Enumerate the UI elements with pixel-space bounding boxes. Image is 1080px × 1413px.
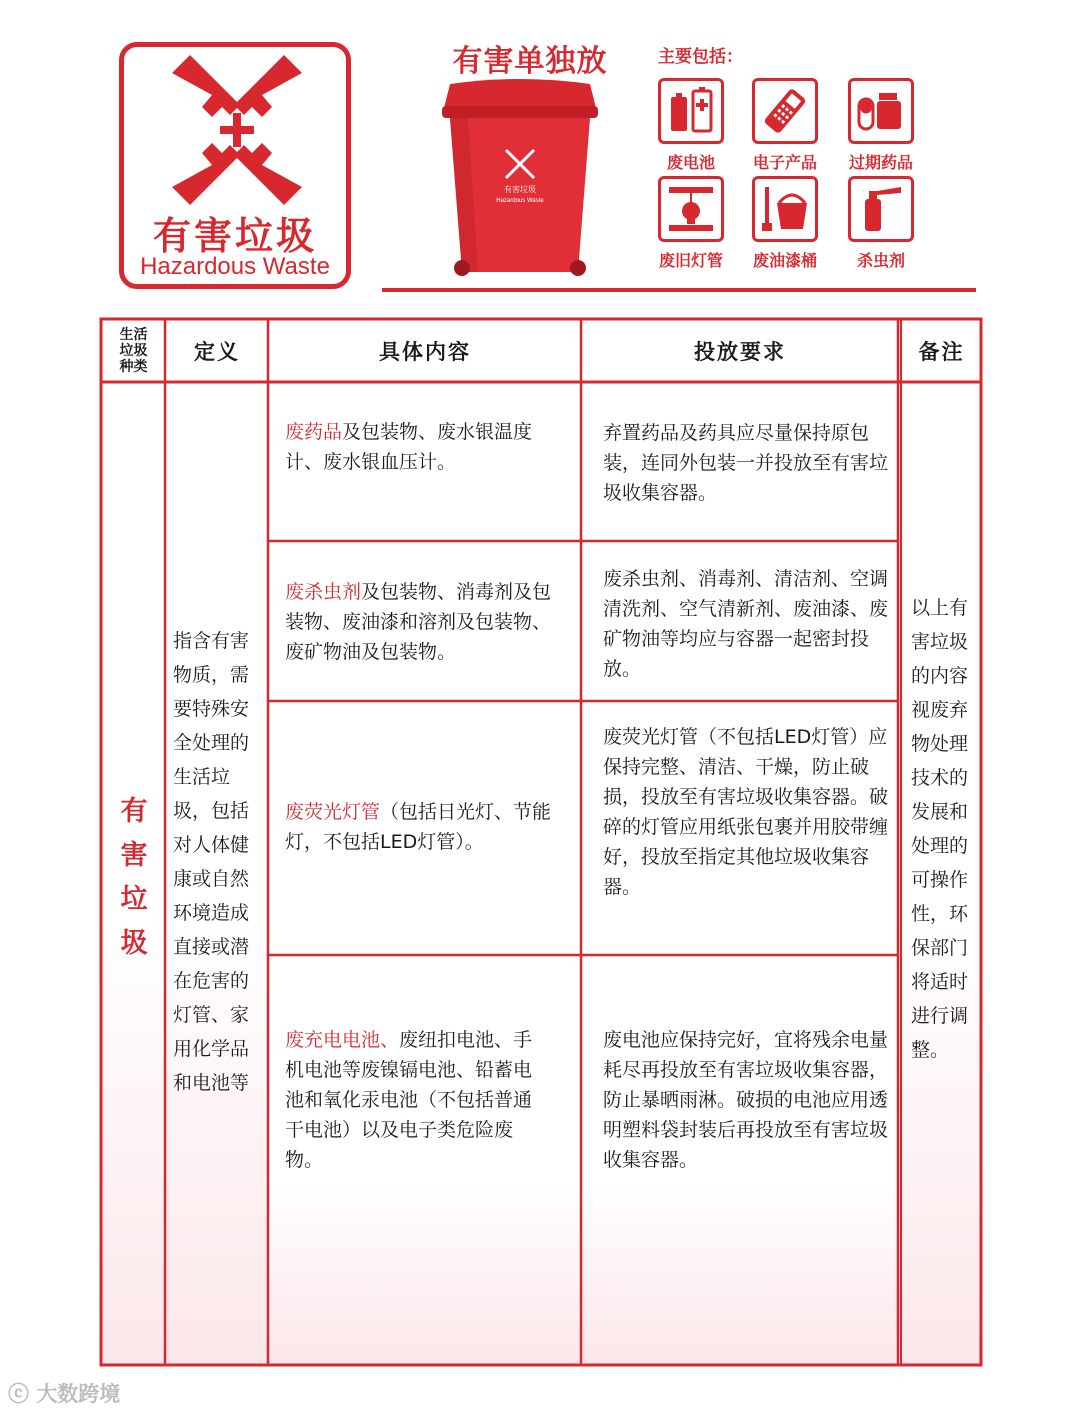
row-2-content: 废杀虫剂及包装物、消毒剂及包装物、废油漆和溶剂及包装物、废矿物油及包装物。 bbox=[285, 581, 552, 663]
watermark-logo-icon: ⓒ bbox=[8, 1382, 29, 1406]
header-category: 生活垃圾种类 bbox=[119, 327, 148, 375]
hazardous-waste-logo bbox=[119, 42, 351, 289]
header-content: 具体内容 bbox=[379, 340, 471, 364]
header-requirement: 投放要求 bbox=[694, 340, 786, 364]
item-insecticide bbox=[826, 176, 936, 271]
hazard-cross-icon bbox=[162, 55, 312, 205]
category-label: 有害垃圾 bbox=[120, 796, 148, 959]
remark-text: 以上有害垃圾的内容视废弃物处理技术的发展和处理的可操作性，环保部门将适时进行调整。 bbox=[911, 597, 969, 1061]
row-1-content: 废药品及包装物、废水银温度计、废水银血压计。 bbox=[285, 421, 533, 473]
include-label: 主要包括： bbox=[658, 47, 743, 67]
logo-title-en: Hazardous Waste bbox=[140, 253, 330, 280]
item-paint-bucket bbox=[730, 176, 840, 271]
battery-icon bbox=[667, 87, 715, 135]
item-label: 电子产品 bbox=[752, 153, 817, 172]
header-divider bbox=[382, 288, 976, 292]
header-definition: 定义 bbox=[194, 340, 240, 364]
header-remark: 备注 bbox=[918, 340, 965, 364]
row-4-requirement: 废电池应保持完好，宜将残余电量耗尽再投放至有害垃圾收集容器，防止暴晒雨淋。破损的电池应用透明塑料袋封装后再投放至有害垃圾收集容器。 bbox=[603, 1029, 889, 1171]
item-label: 废油漆桶 bbox=[752, 251, 817, 270]
item-label: 废电池 bbox=[666, 153, 715, 172]
item-label: 废旧灯管 bbox=[658, 251, 723, 270]
item-electronics bbox=[730, 78, 840, 173]
medicine-icon bbox=[857, 87, 905, 135]
watermark: ⓒ 大数跨境 bbox=[8, 1382, 121, 1406]
hazardous-bin-icon bbox=[440, 78, 600, 278]
row-2-requirement: 废杀虫剂、消毒剂、清洁剂、空调清洗剂、空气清新剂、废油漆、废矿物油等均应与容器一起密封投放。 bbox=[603, 568, 889, 680]
row-1-requirement: 弃置药品及药具应尽量保持原包装，连同外包装一并投放至有害垃圾收集容器。 bbox=[603, 422, 889, 504]
row-3-content: 废荧光灯管（包括日光灯、节能灯，不包括LED灯管）。 bbox=[285, 801, 552, 853]
bin-label-cn: 有害垃圾 bbox=[504, 185, 536, 194]
lamp-icon bbox=[667, 185, 715, 233]
row-4-content: 废充电电池、废纽扣电池、手机电池等废镍镉电池、铅蓄电池和氧化汞电池（不包括普通干电池）以及电子类危险废物。 bbox=[285, 1029, 533, 1171]
item-label: 过期药品 bbox=[848, 153, 913, 172]
item-label: 杀虫剂 bbox=[856, 251, 905, 270]
bin-label-en: Hazardous Waste bbox=[496, 198, 544, 204]
bin-heading: 有害单独放 bbox=[452, 44, 608, 79]
paint-bucket-icon bbox=[761, 185, 809, 233]
spray-can-icon bbox=[857, 185, 905, 233]
definition-text: 指含有害物质，需要特殊安全处理的生活垃圾，包括对人体健康或自然环境造成直接或潜在危害的灯管、家用化学品和电池等 bbox=[173, 630, 250, 1094]
row-3-requirement: 废荧光灯管（不包括LED灯管）应保持完整、清洁、干燥，防止破损，投放至有害垃圾收集容器。破碎的灯管应用纸张包裹并用胶带缠好，投放至指定其他垃圾收集容器。 bbox=[603, 726, 889, 898]
logo-title-cn: 有害垃圾 bbox=[152, 214, 317, 258]
mobile-phone-icon bbox=[761, 87, 809, 135]
item-expired-medicine bbox=[826, 78, 936, 173]
